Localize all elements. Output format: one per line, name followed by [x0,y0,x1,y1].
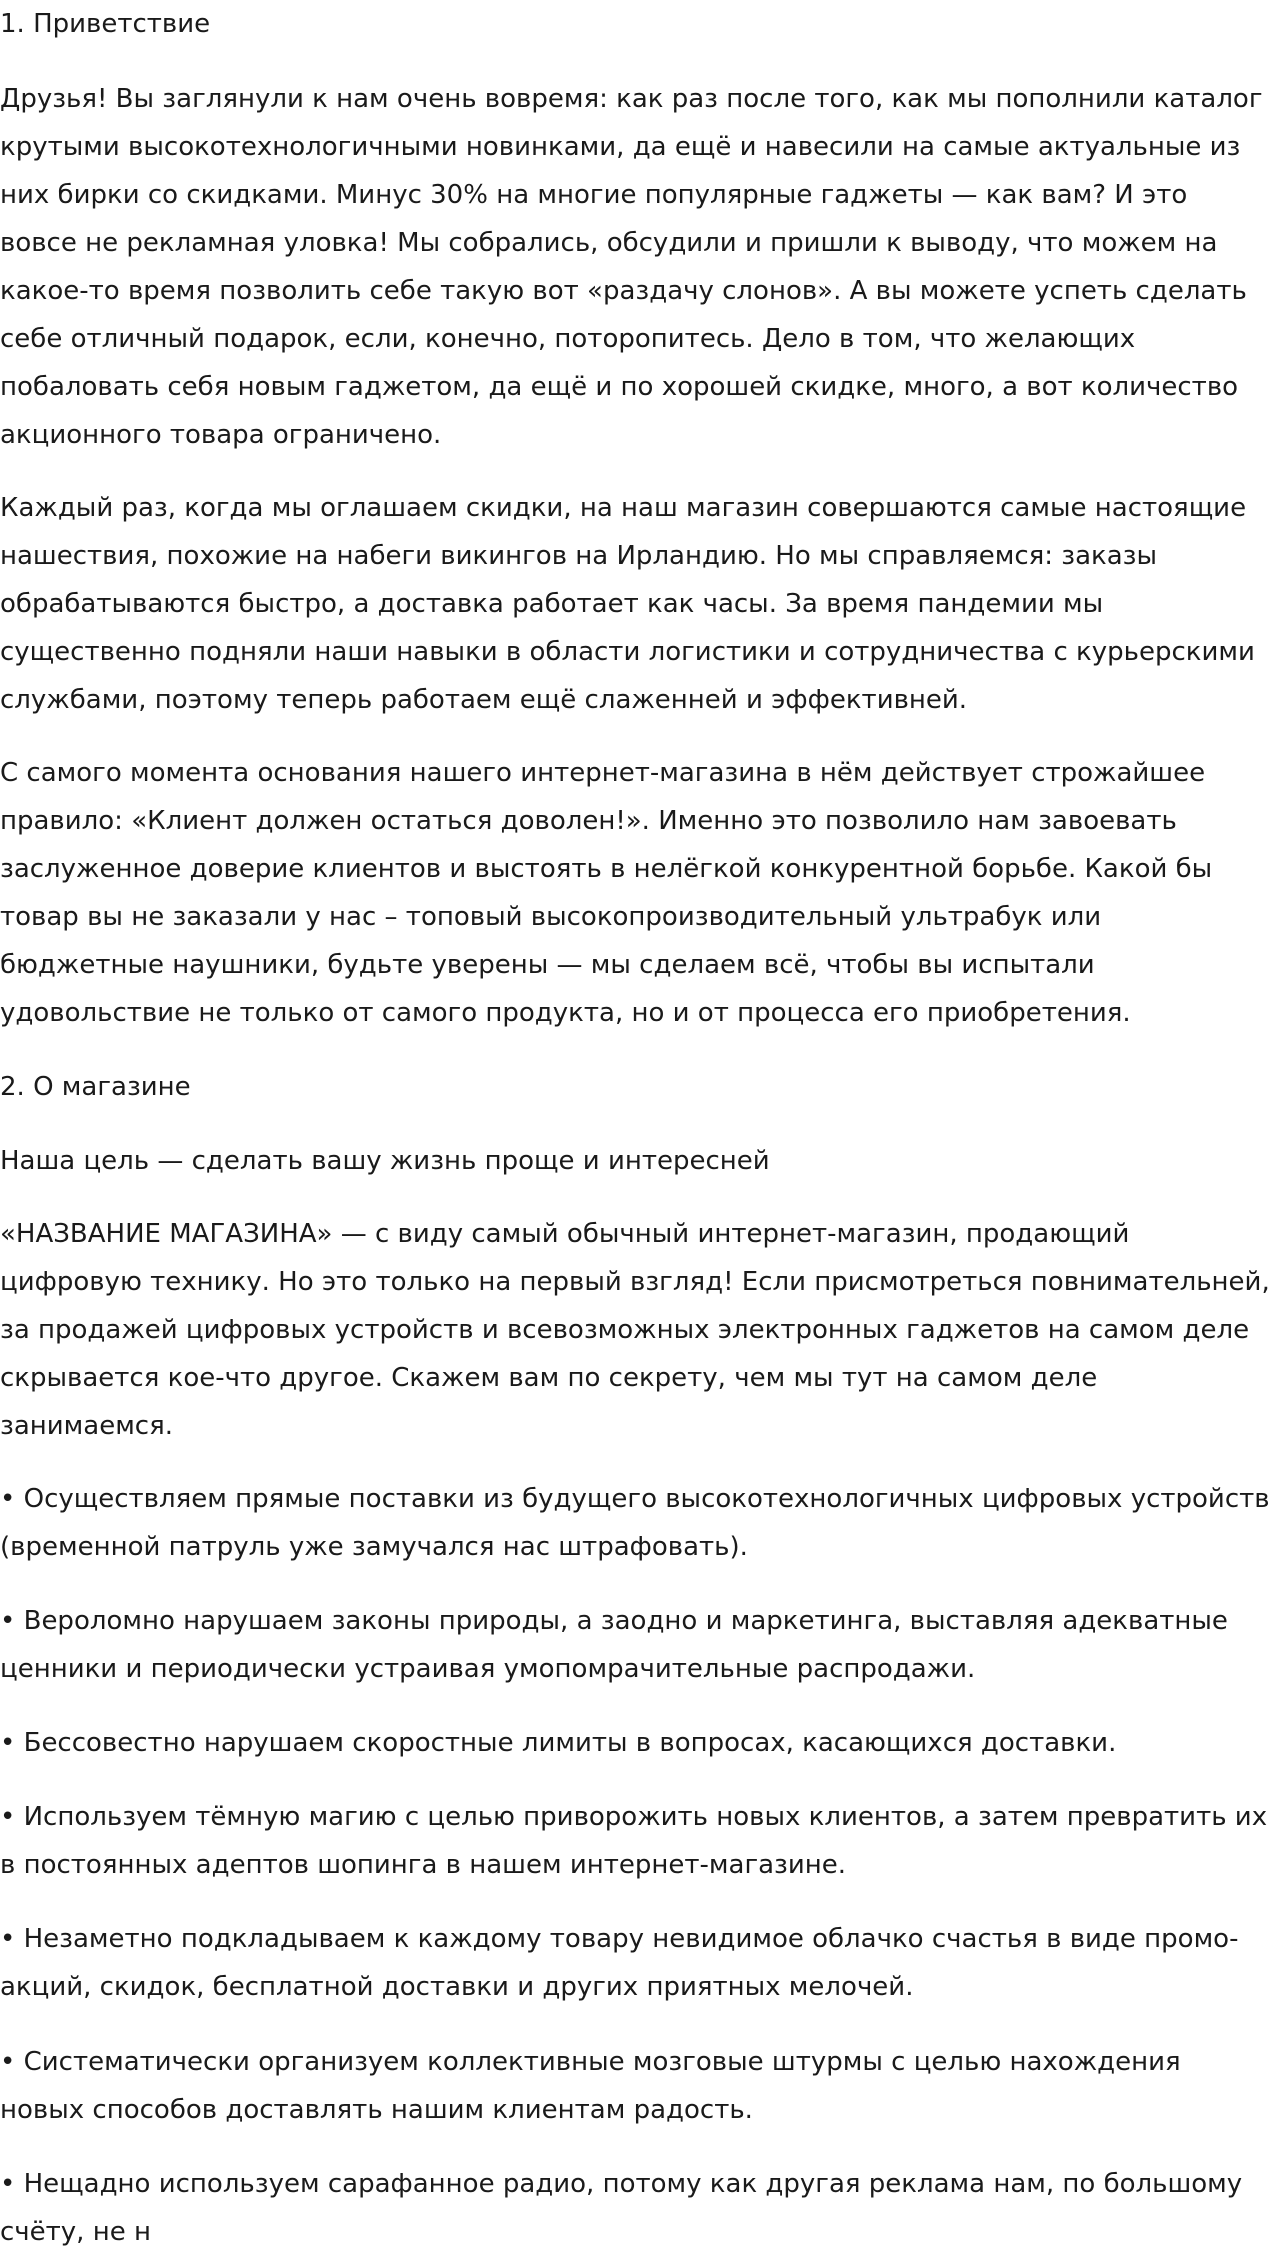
paragraph-line: службами, поэтому теперь работаем ещё слаженней и эффективней. [0,685,968,715]
bullet-line: • Используем тёмную магию с целью приворожить новых клиентов, а затем превратить их [0,1802,1268,1832]
bullet-line: • Вероломно нарушаем законы природы, а заодно и маркетинга, выставляя адекватные [0,1606,1228,1636]
section2-subtitle [0,1137,770,1185]
section2-heading [0,1063,191,1111]
bullet-item [0,1719,1116,1767]
bullet-line: • Нещадно используем сарафанное радио, потому как другая реклама нам, по большому [0,2169,1243,2199]
bullet-line: • Бессовестно нарушаем скоростные лимиты в вопросах, касающихся доставки. [0,1728,1117,1758]
bullet-line: в постоянных адептов шопинга в нашем интернет-магазине. [0,1850,847,1880]
bullet-item [0,2038,1181,2134]
paragraph-line: скрывается кое-что другое. Скажем вам по секрету, чем мы тут на самом деле [0,1363,1098,1393]
paragraph-line: существенно подняли наши навыки в области логистики и сотрудничества с курьерскими [0,637,1255,667]
paragraph-line: заслуженное доверие клиентов и выстоять в нелёгкой конкурентной борьбе. Какой бы [0,854,1213,884]
paragraph-line: них бирки со скидками. Минус 30% на многие популярные гаджеты — как вам? И это [0,180,1188,210]
bullet-item [0,1915,1238,2011]
bullet-line: (временной патруль уже замучался нас штрафовать). [0,1532,748,1562]
paragraph-line: какое-то время позволить себе такую вот «раздачу слонов». А вы можете успеть сделать [0,276,1247,306]
greeting-paragraph-3 [0,749,1212,1037]
bullet-line: • Осуществляем прямые поставки из будущего высокотехнологичных цифровых устройств [0,1484,1270,1514]
greeting-paragraph-2 [0,484,1255,724]
greeting-paragraph-1 [0,75,1263,459]
subtitle-line: Наша цель — сделать вашу жизнь проще и интересней [0,1146,770,1176]
paragraph-line: Друзья! Вы заглянули к нам очень вовремя: как раз после того, как мы пополнили каталог [0,84,1263,114]
bullet-line: ценники и периодически устраивая умопомрачительные распродажи. [0,1654,976,1684]
bullet-line: новых способов доставлять нашим клиентам радость. [0,2095,753,2125]
bullet-item [0,1793,1267,1889]
heading-line: 1. Приветствие [0,9,211,39]
bullet-item [0,2160,1242,2256]
about-intro-paragraph [0,1210,1270,1450]
paragraph-line: вовсе не рекламная уловка! Мы собрались, обсудили и пришли к выводу, что можем на [0,228,1218,258]
paragraph-line: занимаемся. [0,1411,174,1441]
paragraph-line: побаловать себя новым гаджетом, да ещё и по хорошей скидке, много, а вот количество [0,372,1239,402]
paragraph-line: за продажей цифровых устройств и всевозможных электронных гаджетов на самом деле [0,1315,1250,1345]
bullet-line: счёту, не н [0,2217,151,2247]
heading-line: 2. О магазине [0,1072,191,1102]
paragraph-line: С самого момента основания нашего интернет-магазина в нём действует строжайшее [0,758,1206,788]
paragraph-line: крутыми высокотехнологичными новинками, да ещё и навесили на самые актуальные из [0,132,1241,162]
paragraph-line: удовольствие не только от самого продукта, но и от процесса его приобретения. [0,998,1131,1028]
bullet-item [0,1597,1228,1693]
paragraph-line: правило: «Клиент должен остаться доволен!». Именно это позволило нам завоевать [0,806,1177,836]
paragraph-line: цифровую технику. Но это только на первый взгляд! Если присмотреться повнимательней, [0,1267,1270,1297]
section1-heading [0,0,210,48]
paragraph-line: товар вы не заказали у нас – топовый высокопроизводительный ультрабук или [0,902,1102,932]
paragraph-line: себе отличный подарок, если, конечно, поторопитесь. Дело в том, что желающих [0,324,1136,354]
bullet-line: • Систематически организуем коллективные мозговые штурмы с целью нахождения [0,2047,1181,2077]
bullet-line: акций, скидок, бесплатной доставки и других приятных мелочей. [0,1972,914,2002]
paragraph-line: обрабатываются быстро, а доставка работает как часы. За время пандемии мы [0,589,1104,619]
paragraph-line: «НАЗВАНИЕ МАГАЗИНА» — с виду самый обычный интернет-магазин, продающий [0,1219,1130,1249]
bullet-line: • Незаметно подкладываем к каждому товару невидимое облачко счастья в виде промо- [0,1924,1239,1954]
paragraph-line: нашествия, похожие на набеги викингов на Ирландию. Но мы справляемся: заказы [0,541,1158,571]
bullet-item [0,1475,1270,1571]
paragraph-line: Каждый раз, когда мы оглашаем скидки, на наш магазин совершаются самые настоящие [0,493,1247,523]
paragraph-line: бюджетные наушники, будьте уверены — мы сделаем всё, чтобы вы испытали [0,950,1095,980]
paragraph-line: акционного товара ограничено. [0,420,442,450]
